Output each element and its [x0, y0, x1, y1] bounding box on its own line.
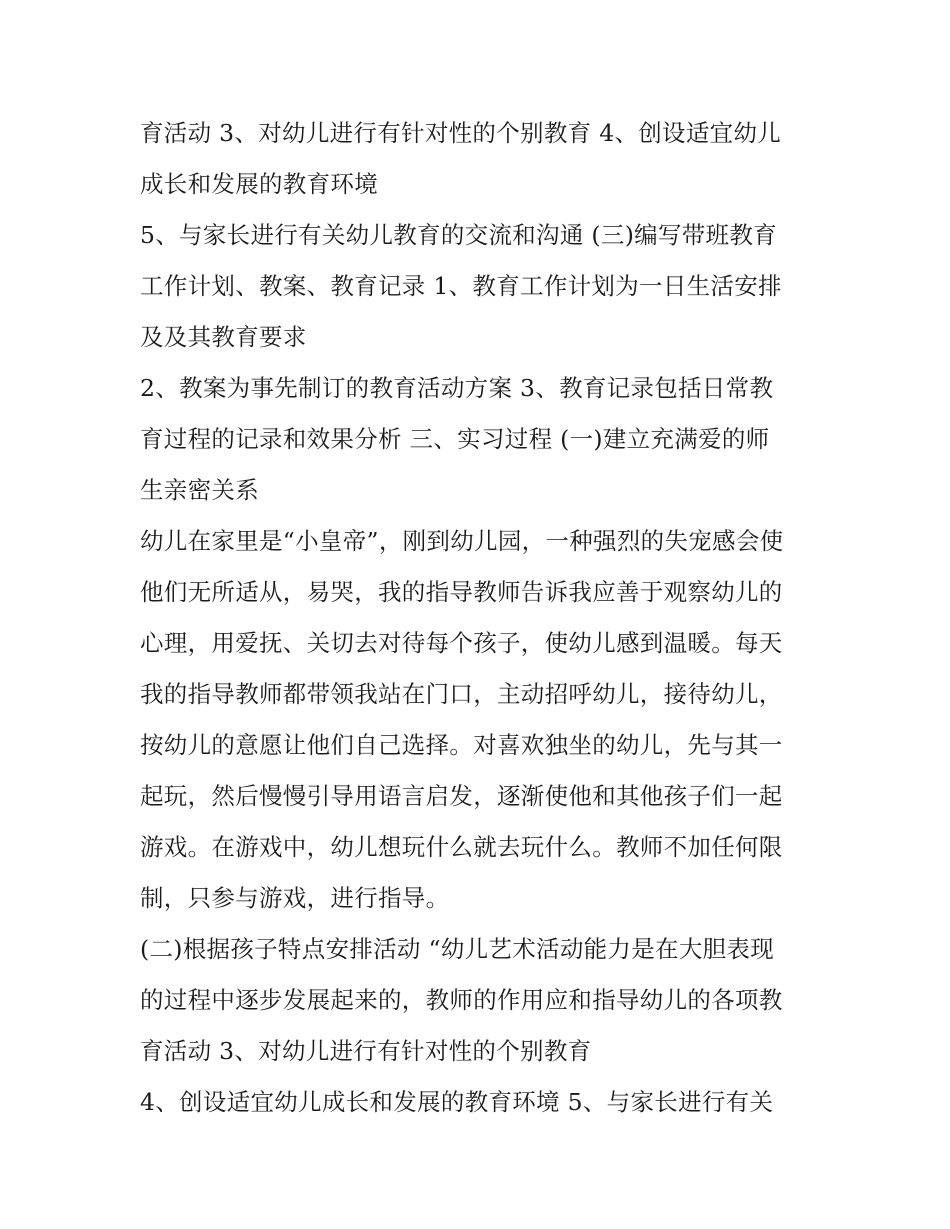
document-body — [140, 108, 820, 1128]
text-line-9: 幼儿在家里是“小皇帝”，刚到幼儿园，一种强烈的失宠感会使 — [140, 527, 784, 555]
text-line-14: 起玩，然后慢慢引导用语言启发，逐渐使他和其他孩子们一起 — [140, 782, 783, 810]
text-line-2: 成长和发展的教育环境 — [140, 170, 378, 198]
text-line-10: 他们无所适从，易哭，我的指导教师告诉我应善于观察幼儿的 — [140, 578, 783, 606]
text-line-11: 心理，用爱抚、关切去对待每个孩子，使幼儿感到温暖。每天 — [140, 629, 783, 657]
text-line-15: 游戏。在游戏中，幼儿想玩什么就去玩什么。教师不加任何限 — [140, 833, 783, 861]
text-line-16: 制，只参与游戏，进行指导。 — [140, 884, 450, 912]
text-line-20: 4、创设适宜幼儿成长和发展的教育环境 5、与家长进行有关 — [140, 1088, 774, 1116]
text-line-5: 及及其教育要求 — [140, 323, 307, 351]
text-line-8: 生亲密关系 — [140, 476, 259, 504]
text-line-1: 育活动 3、对幼儿进行有针对性的个别教育 4、创设适宜幼儿 — [140, 119, 782, 147]
text-line-19: 育活动 3、对幼儿进行有针对性的个别教育 — [140, 1037, 592, 1065]
text-line-13: 按幼儿的意愿让他们自己选择。对喜欢独坐的幼儿，先与其一 — [140, 731, 783, 759]
text-line-4: 工作计划、教案、教育记录 1、教育工作计划为一日生活安排 — [140, 272, 782, 300]
text-line-7: 育过程的记录和效果分析 三、实习过程 (一)建立充满爱的师 — [140, 425, 770, 453]
text-line-3: 5、与家长进行有关幼儿教育的交流和沟通 (三)编写带班教育 — [140, 221, 777, 249]
text-line-17: (二)根据孩子特点安排活动 “幼儿艺术活动能力是在大胆表现 — [140, 935, 775, 963]
text-line-18: 的过程中逐步发展起来的，教师的作用应和指导幼儿的各项教 — [140, 986, 783, 1014]
text-line-6: 2、教案为事先制订的教育活动方案 3、教育记录包括日常教 — [140, 374, 774, 402]
text-line-12: 我的指导教师都带领我站在门口，主动招呼幼儿，接待幼儿， — [140, 680, 783, 708]
